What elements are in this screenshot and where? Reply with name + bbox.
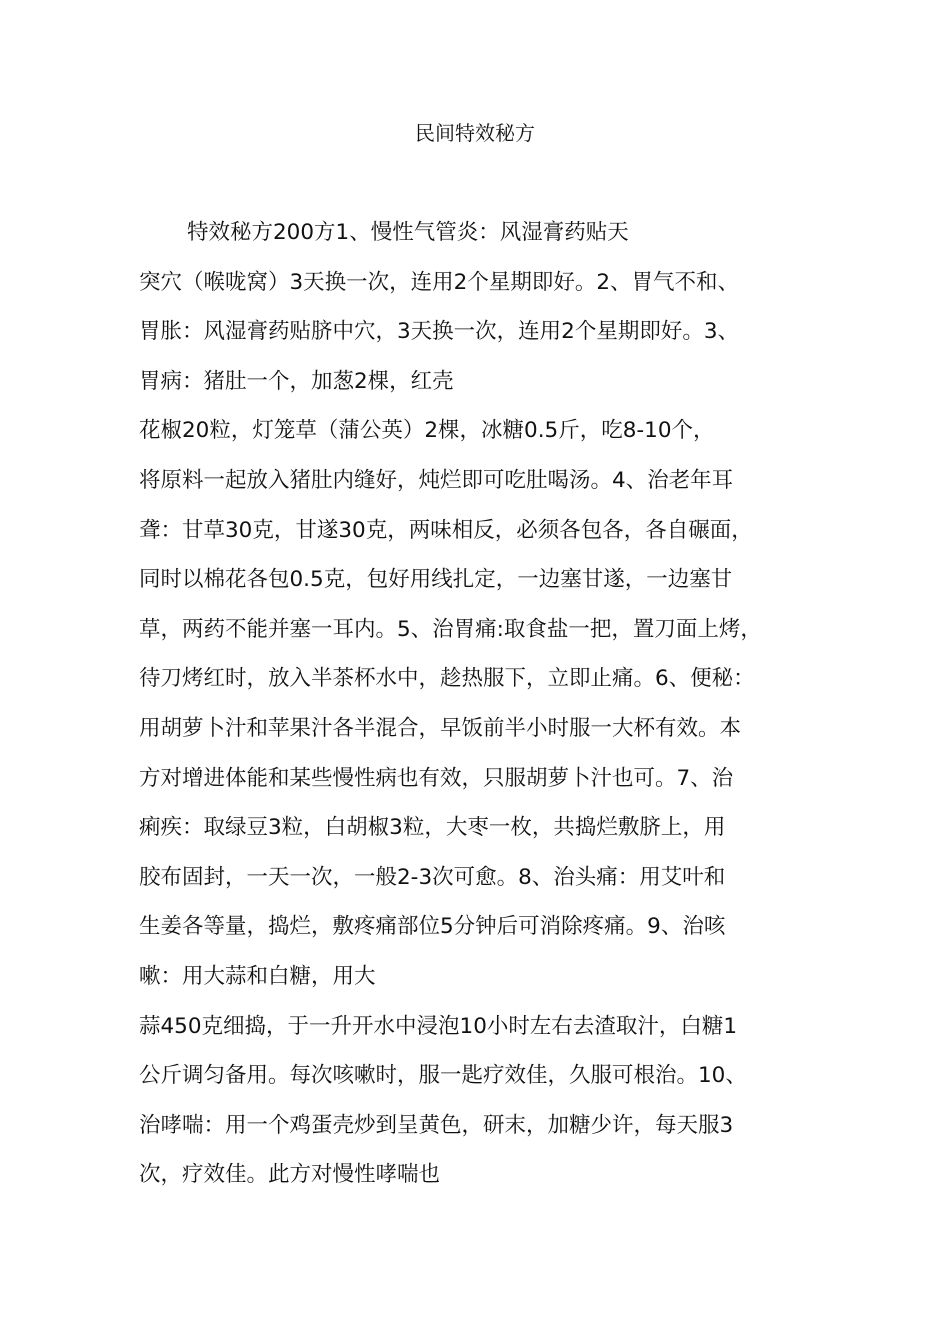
body-line: 花椒20粒，灯笼草（蒲公英）2棵，冰糖0.5斤，吃8-10个， xyxy=(139,418,715,444)
body-line: 将原料一起放入猪肚内缝好，炖烂即可吃肚喝汤。4、治老年耳 xyxy=(139,467,734,493)
body-line: 同时以棉花各包0.5克，包好用线扎定，一边塞甘遂，一边塞甘 xyxy=(139,567,733,593)
document-title: 民间特效秘方 xyxy=(415,121,535,145)
body-line: 痢疾：取绿豆3粒，白胡椒3粒，大枣一枚，共捣烂敷脐上，用 xyxy=(139,815,726,841)
body-line: 胃胀：风湿膏药贴脐中穴，3天换一次，连用2个星期即好。3、 xyxy=(139,319,740,345)
body-line: 草，两药不能并塞一耳内。5、治胃痛:取食盐一把，置刀面上烤， xyxy=(139,616,762,642)
body-line: 生姜各等量，捣烂，敷疼痛部位5分钟后可消除疼痛。9、治咳 xyxy=(139,914,726,940)
body-line: 用胡萝卜汁和苹果汁各半混合，早饭前半小时服一大杯有效。本 xyxy=(139,715,742,741)
body-line: 公斤调匀备用。每次咳嗽时，服一匙疗效佳，久服可根治。10、 xyxy=(139,1063,747,1089)
body-line: 胶布固封，一天一次，一般2-3次可愈。8、治头痛：用艾叶和 xyxy=(139,864,726,890)
body-line: 治哮喘：用一个鸡蛋壳炒到呈黄色，研末，加糖少许，每天服3 xyxy=(139,1112,734,1138)
body-line: 蒜450克细捣，于一升开水中浸泡10小时左右去渣取汁，白糖1 xyxy=(139,1013,738,1039)
body-line: 待刀烤红时，放入半茶杯水中，趁热服下，立即止痛。6、便秘： xyxy=(139,666,755,692)
body-line: 特效秘方200方1、慢性气管炎：风湿膏药贴天 xyxy=(187,220,629,245)
body-line: 方对增进体能和某些慢性病也有效，只服胡萝卜汁也可。7、治 xyxy=(139,765,734,791)
body-line: 嗽：用大蒜和白糖，用大 xyxy=(139,963,376,989)
body-line: 胃病：猪肚一个，加葱2棵，红壳 xyxy=(139,368,454,394)
document-body xyxy=(139,208,819,1200)
body-line: 聋：甘草30克，甘遂30克，两味相反，必须各包各，各自碾面， xyxy=(139,517,753,543)
body-line: 突穴（喉咙窝）3天换一次，连用2个星期即好。2、胃气不和、 xyxy=(139,269,740,295)
body-line: 次，疗效佳。此方对慢性哮喘也 xyxy=(139,1162,441,1188)
